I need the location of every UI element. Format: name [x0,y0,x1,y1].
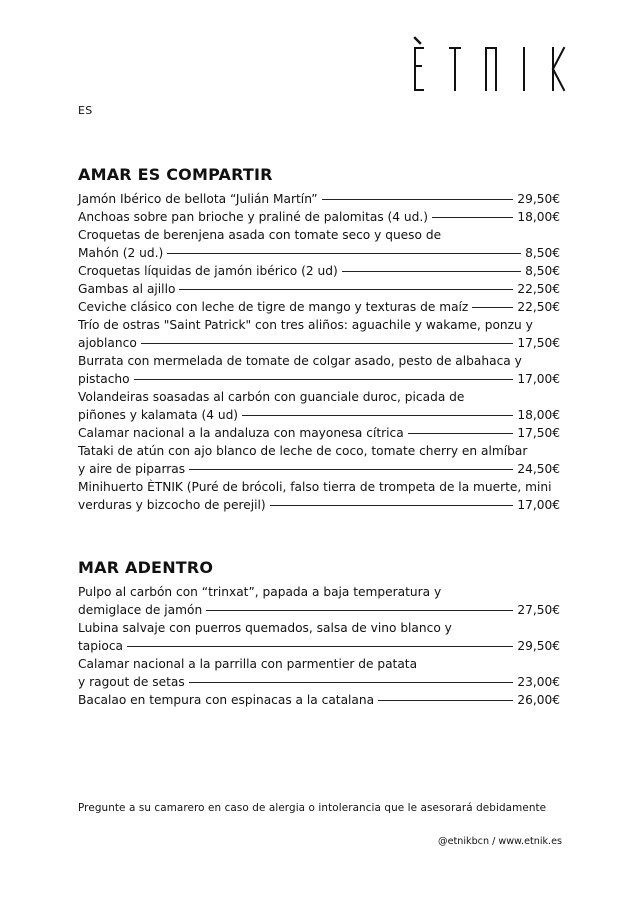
dotted-leader [322,199,514,200]
section-title: AMAR ES COMPARTIR [78,165,273,184]
menu-item-price: 29,50€ [517,192,560,206]
menu-item-description: Minihuerto ÈTNIK (Puré de brócoli, falso tierra de trompeta de la muerte, mini [78,480,552,494]
language-indicator: ES [78,104,93,117]
menu-items-list [78,190,560,514]
section-amar-es-compartir [78,165,560,514]
menu-item-description: Mahón (2 ud.) [78,246,164,260]
menu-item-price: 24,50€ [517,462,560,476]
menu-item [78,655,560,691]
menu-item-price: 22,50€ [517,282,560,296]
menu-item-price-row [78,208,560,226]
dotted-leader [206,610,513,611]
menu-item-price: 23,00€ [517,675,560,689]
menu-item-description: Calamar nacional a la andaluza con mayonesa cítrica [78,426,404,440]
menu-item-price-row [78,460,560,478]
menu-item-price-row [78,370,560,388]
menu-item-price: 17,00€ [517,498,560,512]
menu-item-price-row [78,280,560,298]
dotted-leader [167,253,521,254]
dotted-leader [189,682,514,683]
menu-item-description: pistacho [78,372,130,386]
dotted-leader [342,271,521,272]
menu-item-price-row [78,298,560,316]
menu-item-description: Jamón Ibérico de bellota “Julián Martín” [78,192,318,206]
menu-item-description: Volandeiras soasadas al carbón con guanciale duroc, picada de [78,390,465,404]
menu-item-description: y ragout de setas [78,675,185,689]
menu-item [78,583,560,619]
menu-item-price: 26,00€ [517,693,560,707]
menu-item-price-row [78,190,560,208]
dotted-leader [189,469,513,470]
menu-item-description: Trío de ostras "Saint Patrick" con tres aliños: aguachile y wakame, ponzu y [78,318,533,332]
menu-item [78,352,560,388]
menu-item-price: 27,50€ [517,603,560,617]
menu-item-description: Croquetas líquidas de jamón ibérico (2 ud) [78,264,338,278]
section-mar-adentro [78,558,560,709]
menu-item-price-row [78,601,560,619]
social-web-link[interactable]: @etnikbcn / www.etnik.es [438,836,562,847]
menu-item [78,316,560,352]
menu-item-price-row [78,673,560,691]
menu-item [78,298,560,316]
menu-item-description: y aire de piparras [78,462,186,476]
menu-item-price-row [78,637,560,655]
menu-item-price-row [78,244,560,262]
dotted-leader [408,433,514,434]
menu-item [78,442,560,478]
dotted-leader [472,307,513,308]
menu-items-list [78,583,560,709]
menu-item-description: demiglace de jamón [78,603,203,617]
menu-item-price: 22,50€ [517,300,560,314]
menu-item [78,190,560,208]
menu-item-description: Croquetas de berenjena asada con tomate seco y queso de [78,228,442,242]
menu-item [78,280,560,298]
dotted-leader [141,343,514,344]
menu-item-description: Anchoas sobre pan brioche y praliné de palomitas (4 ud.) [78,210,429,224]
menu-item-price: 8,50€ [525,246,560,260]
section-title: MAR ADENTRO [78,558,214,577]
menu-item-description: verduras y bizcocho de perejil) [78,498,266,512]
menu-item-description: Calamar nacional a la parrilla con parmentier de patata [78,657,418,671]
menu-item-price-row [78,406,560,424]
dotted-leader [270,505,514,506]
menu-item-description: ajoblanco [78,336,137,350]
menu-item-description: Gambas al ajillo [78,282,176,296]
menu-item-price: 29,50€ [517,639,560,653]
allergy-note: Pregunte a su camarero en caso de alergia o intolerancia que le asesorará debidamente [78,802,547,814]
menu-item-price-row [78,424,560,442]
dotted-leader [134,379,514,380]
menu-item-description: Bacalao en tempura con espinacas a la catalana [78,693,375,707]
menu-item-price-row [78,334,560,352]
menu-item [78,388,560,424]
menu-item-description: Ceviche clásico con leche de tigre de mango y texturas de maíz [78,300,469,314]
etnik-logo [412,36,568,92]
menu-item-price: 17,50€ [517,426,560,440]
menu-item [78,691,560,709]
menu-item-price: 18,00€ [517,210,560,224]
menu-item-description: Tataki de atún con ajo blanco de leche de coco, tomate cherry en almíbar [78,444,528,458]
dotted-leader [432,217,513,218]
menu-item-description: tapioca [78,639,123,653]
menu-item-price: 17,50€ [517,336,560,350]
menu-item-price: 8,50€ [525,264,560,278]
menu-item-price: 17,00€ [517,372,560,386]
menu-item [78,208,560,226]
dotted-leader [242,415,513,416]
menu-item [78,424,560,442]
menu-item [78,262,560,280]
dotted-leader [179,289,513,290]
menu-item-price-row [78,691,560,709]
menu-item [78,478,560,514]
menu-item [78,619,560,655]
dotted-leader [127,646,513,647]
menu-item-price: 18,00€ [517,408,560,422]
menu-item-price-row [78,496,560,514]
menu-item [78,226,560,262]
menu-item-description: Burrata con mermelada de tomate de colgar asado, pesto de albahaca y [78,354,522,368]
menu-item-price-row [78,262,560,280]
menu-item-description: Pulpo al carbón con “trinxat”, papada a baja temperatura y [78,585,442,599]
menu-item-description: Lubina salvaje con puerros quemados, salsa de vino blanco y [78,621,452,635]
dotted-leader [378,700,513,701]
menu-item-description: piñones y kalamata (4 ud) [78,408,239,422]
